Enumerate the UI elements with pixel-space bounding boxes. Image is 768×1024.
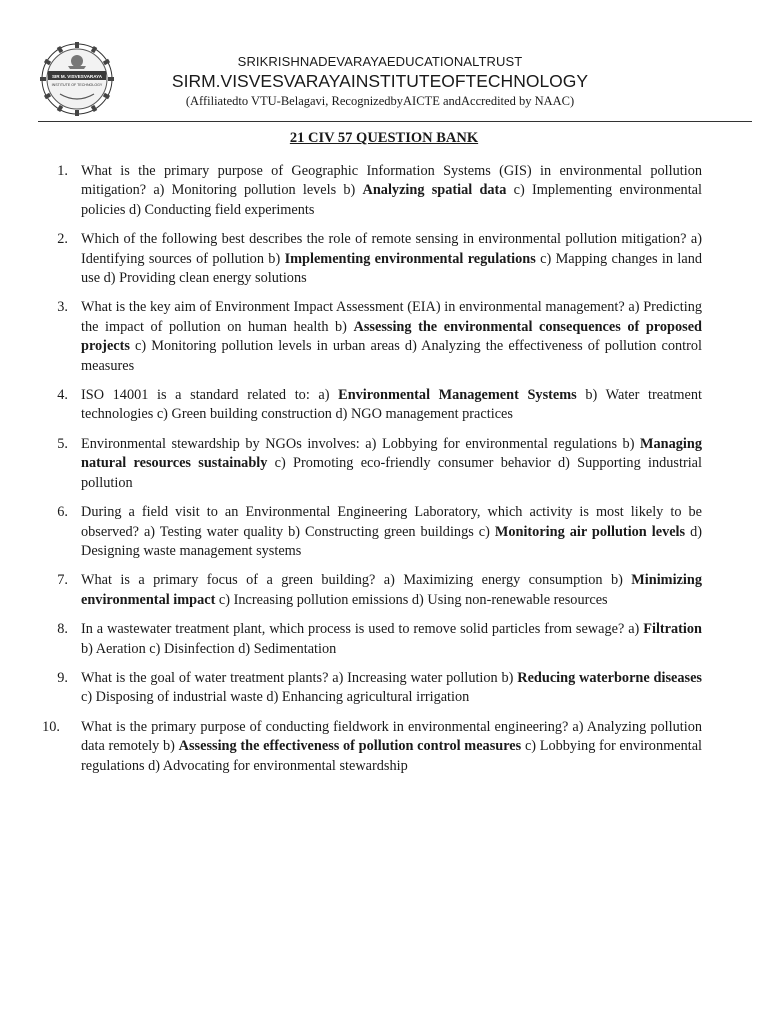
trust-name: SRIKRISHNADEVARAYAEDUCATIONALTRUST [237,54,523,69]
question-text: Environmental stewardship by NGOs involves: a) Lobbying for environmental regulations b) [81,435,641,452]
title-text: 21 CIV 57 QUESTION BANK [289,130,479,146]
question-item [50,620,702,659]
question-item [50,503,702,561]
svg-text:SIR M. VISVESVARAYA: SIR M. VISVESVARAYA [51,73,103,79]
question-text: During a field visit to an Environmental Engineering Laboratory, which activity is most likely to be observed? a) Testing water quality b) Constructing green buildings c) [81,504,702,540]
question-item [50,230,702,288]
question-text: In a wastewater treatment plant, which process is used to remove solid particles from sewage? a) [81,621,644,638]
question-number: 1. [57,163,68,179]
question-number: 3. [57,299,68,316]
question-options: c) Increasing pollution emissions d) Using non-renewable resources [215,591,608,608]
question-options: c) Promoting eco-friendly consumer behavior d) Supporting industrial pollution [81,455,702,491]
page-title [0,130,768,147]
correct-answer: Analyzing spatial data [362,182,507,199]
institute-logo [40,42,114,116]
question-number: 2. [57,231,68,248]
correct-answer: Minimizing environmental impact [81,572,702,608]
affiliation-line: (Affiliatedto VTU-Belagavi, RecognizedbyAICTE andAccredited by NAAC) [185,94,575,108]
correct-answer: Managing natural resources sustainably [81,435,702,472]
question-text: What is the primary purpose of conducting fieldwork in environmental engineering? a) Analyzing pollution data remotely b) [81,718,702,755]
gear-emblem-icon [40,42,114,116]
correct-answer: Monitoring air pollution levels [494,523,686,540]
question-options: d) Designing waste management systems [81,523,703,559]
question-options: c) Monitoring pollution levels in urban areas d) Analyzing the effectiveness of pollution control measures [81,338,702,374]
question-text: Which of the following best describes the role of remote sensing in environmental pollution mitigation? a) Identifying sources of pollution b) [81,231,702,267]
question-item [50,386,702,425]
question-options: b) Water treatment technologies c) Green building construction d) NGO management practices [81,387,703,423]
question-number: 9. [57,669,68,686]
question-options: c) Disposing of industrial waste d) Enhancing agricultural irrigation [81,689,470,706]
correct-answer: Assessing the environmental consequences of proposed projects [81,318,702,355]
question-options: c) Lobbying for environmental regulations d) Advocating for environmental stewardship [81,738,703,774]
question-options: b) Aeration c) Disinfection d) Sedimentation [81,640,337,657]
header-divider [38,121,752,122]
correct-answer: Environmental Management Systems [338,387,577,404]
question-item [50,435,702,493]
question-item [50,162,702,220]
question-number: 5. [57,435,68,452]
correct-answer: Filtration [643,621,702,638]
question-text: ISO 14001 is a standard related to: a) [81,387,339,404]
question-number: 4. [57,387,68,404]
question-text: What is the primary purpose of Geographic Information Systems (GIS) in environmental pollution mitigation? a) Monitoring pollution levels b) [81,163,702,199]
document-header [0,0,768,122]
question-item [50,669,702,708]
question-number: 7. [57,572,68,589]
question-item [50,298,702,376]
question-number: 10. [42,718,60,735]
question-list [42,162,703,786]
question-item [50,571,702,610]
institute-name: SIRM.VISVESVARAYAINSTITUTEOFTECHNOLOGY [171,71,589,91]
question-text: What is the goal of water treatment plants? a) Increasing water pollution b) [81,669,518,686]
correct-answer: Implementing environmental regulations [284,250,536,267]
correct-answer: Reducing waterborne diseases [517,669,702,686]
question-text: What is a primary focus of a green building? a) Maximizing energy consumption b) [81,572,632,589]
question-number: 8. [57,621,68,638]
question-options: c) Mapping changes in land use d) Providing clean energy solutions [81,250,702,287]
question-text: What is the key aim of Environment Impact Assessment (EIA) in environmental management? a) Predicting the impact of pollution on human health b) [81,299,702,335]
correct-answer: Assessing the effectiveness of pollution control measures [178,738,522,755]
svg-text:INSTITUTE OF TECHNOLOGY: INSTITUTE OF TECHNOLOGY [51,83,103,87]
question-options: c) Implementing environmental policies d) Conducting field experiments [81,182,702,218]
question-item [42,718,703,776]
question-number: 6. [57,504,68,521]
